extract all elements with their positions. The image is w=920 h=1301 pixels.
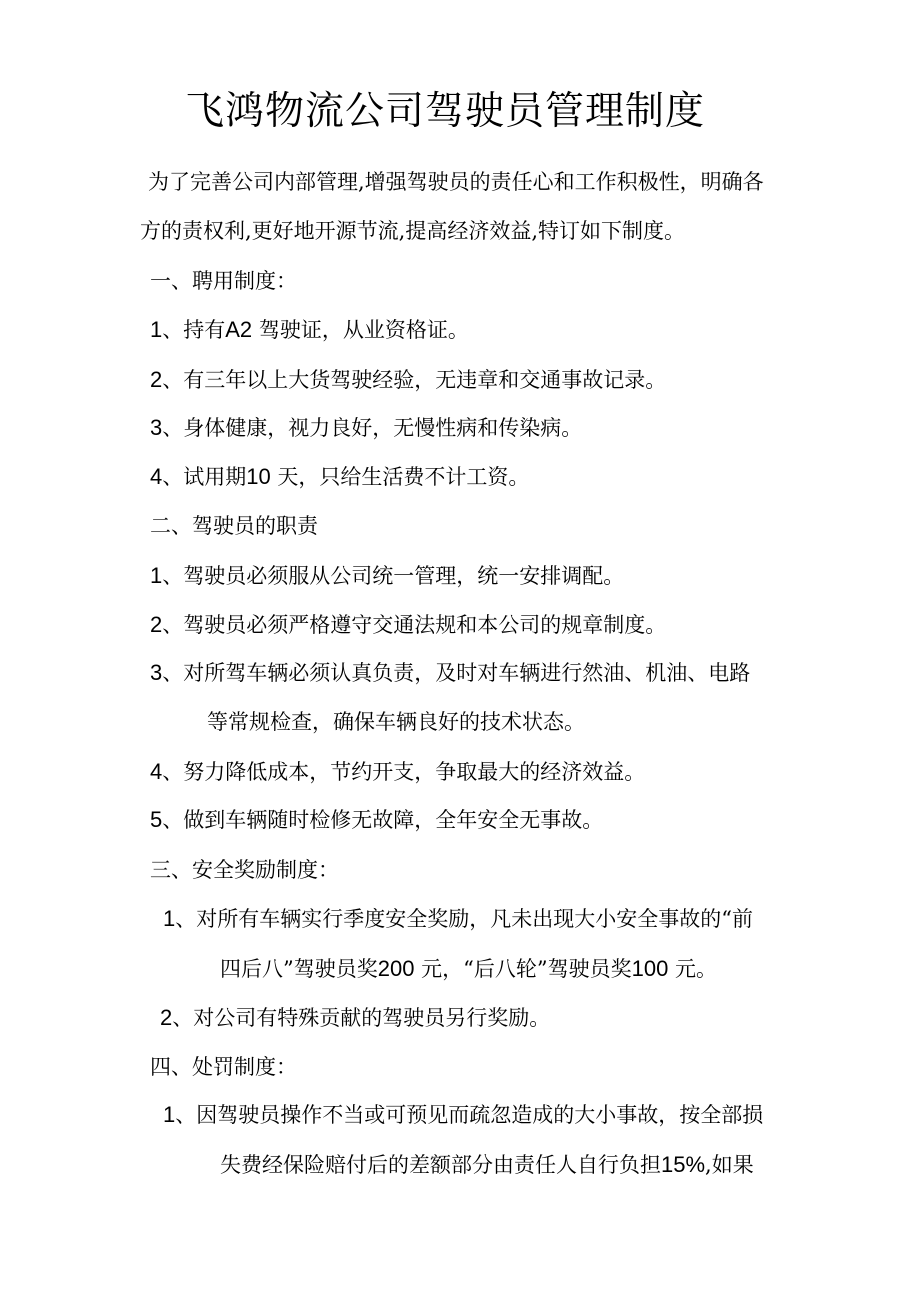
rewards-item-1-continuation <box>220 954 717 984</box>
item-number: 1 <box>163 1102 176 1127</box>
rewards-item-2 <box>160 1003 550 1033</box>
reward-amount: 100 <box>631 956 669 981</box>
item-text: 、试用期 <box>162 465 247 489</box>
item-number: 2 <box>150 367 163 392</box>
item-text: 、做到车辆随时检修无故障，全年安全无事故。 <box>162 808 604 832</box>
item-number: 2 <box>150 612 163 637</box>
trial-days: 10 <box>246 464 271 489</box>
item-text: 元，“后八轮”驾驶员奖 <box>421 957 632 981</box>
reward-amount: 200 <box>377 956 415 981</box>
duties-item-4 <box>150 757 645 787</box>
duties-item-5 <box>150 805 603 835</box>
item-text: 、有三年以上大货驾驶经验，无违章和交通事故记录。 <box>162 368 667 392</box>
item-text: 、驾驶员必须服从公司统一管理，统一安排调配。 <box>162 564 625 588</box>
hiring-item-3 <box>150 413 582 443</box>
duties-item-3 <box>150 658 750 688</box>
item-number: 3 <box>150 660 163 685</box>
hiring-item-2 <box>150 365 666 395</box>
item-text: 元。 <box>675 957 718 981</box>
section-heading-hiring: 一、聘用制度： <box>150 269 297 293</box>
license-class: A2 <box>225 317 253 342</box>
item-text: 、对所有车辆实行季度安全奖励，凡未出现大小安全事故的“前 <box>175 907 753 931</box>
item-text: 、身体健康，视力良好，无慢性病和传染病。 <box>162 416 583 440</box>
section-heading-rewards: 三、安全奖励制度： <box>150 858 339 882</box>
item-number: 4 <box>150 464 163 489</box>
item-number: 1 <box>163 906 176 931</box>
item-text: 失费经保险赔付后的差额部分由责任人自行负担 <box>220 1153 661 1177</box>
penalties-item-1-continuation <box>220 1150 754 1180</box>
penalties-item-1 <box>163 1100 763 1130</box>
duties-item-3-continuation: 等常规检查，确保车辆良好的技术状态。 <box>207 710 585 734</box>
duties-item-2 <box>150 610 666 640</box>
item-text: 、对所驾车辆必须认真负责，及时对车辆进行然油、机油、电路 <box>162 661 751 685</box>
intro-line-2: 方的责权利,更好地开源节流,提高经济效益,特订如下制度。 <box>140 219 686 243</box>
document-title: 飞鸿物流公司驾驶员管理制度 <box>184 89 705 134</box>
item-text: 、对公司有特殊贡献的驾驶员另行奖励。 <box>172 1006 551 1030</box>
item-number: 1 <box>150 317 163 342</box>
item-number: 2 <box>160 1005 173 1030</box>
intro-line-1: 为了完善公司内部管理,增强驾驶员的责任心和工作积极性，明确各 <box>148 170 764 194</box>
item-text: 、持有 <box>162 318 226 342</box>
section-heading-duties: 二、驾驶员的职责 <box>150 514 318 538</box>
item-text: 、驾驶员必须严格遵守交通法规和本公司的规章制度。 <box>162 613 667 637</box>
item-number: 1 <box>150 563 163 588</box>
item-text: 、因驾驶员操作不当或可预见而疏忽造成的大小事故，按全部损 <box>175 1103 764 1127</box>
duties-item-1 <box>150 561 624 591</box>
penalty-percent: 15% <box>661 1152 706 1177</box>
rewards-item-1 <box>163 904 753 934</box>
item-number: 3 <box>150 415 163 440</box>
item-number: 5 <box>150 807 163 832</box>
section-heading-penalties: 四、处罚制度： <box>150 1055 297 1079</box>
hiring-item-1 <box>150 315 469 345</box>
item-text: 、努力降低成本，节约开支，争取最大的经济效益。 <box>162 760 646 784</box>
item-number: 4 <box>150 759 163 784</box>
item-text: 天，只给生活费不计工资。 <box>277 465 530 489</box>
hiring-item-4 <box>150 462 529 492</box>
item-text: 驾驶证，从业资格证。 <box>258 318 469 342</box>
item-text: ,如果 <box>705 1153 754 1177</box>
item-text: 四后八”驾驶员奖 <box>220 957 378 981</box>
